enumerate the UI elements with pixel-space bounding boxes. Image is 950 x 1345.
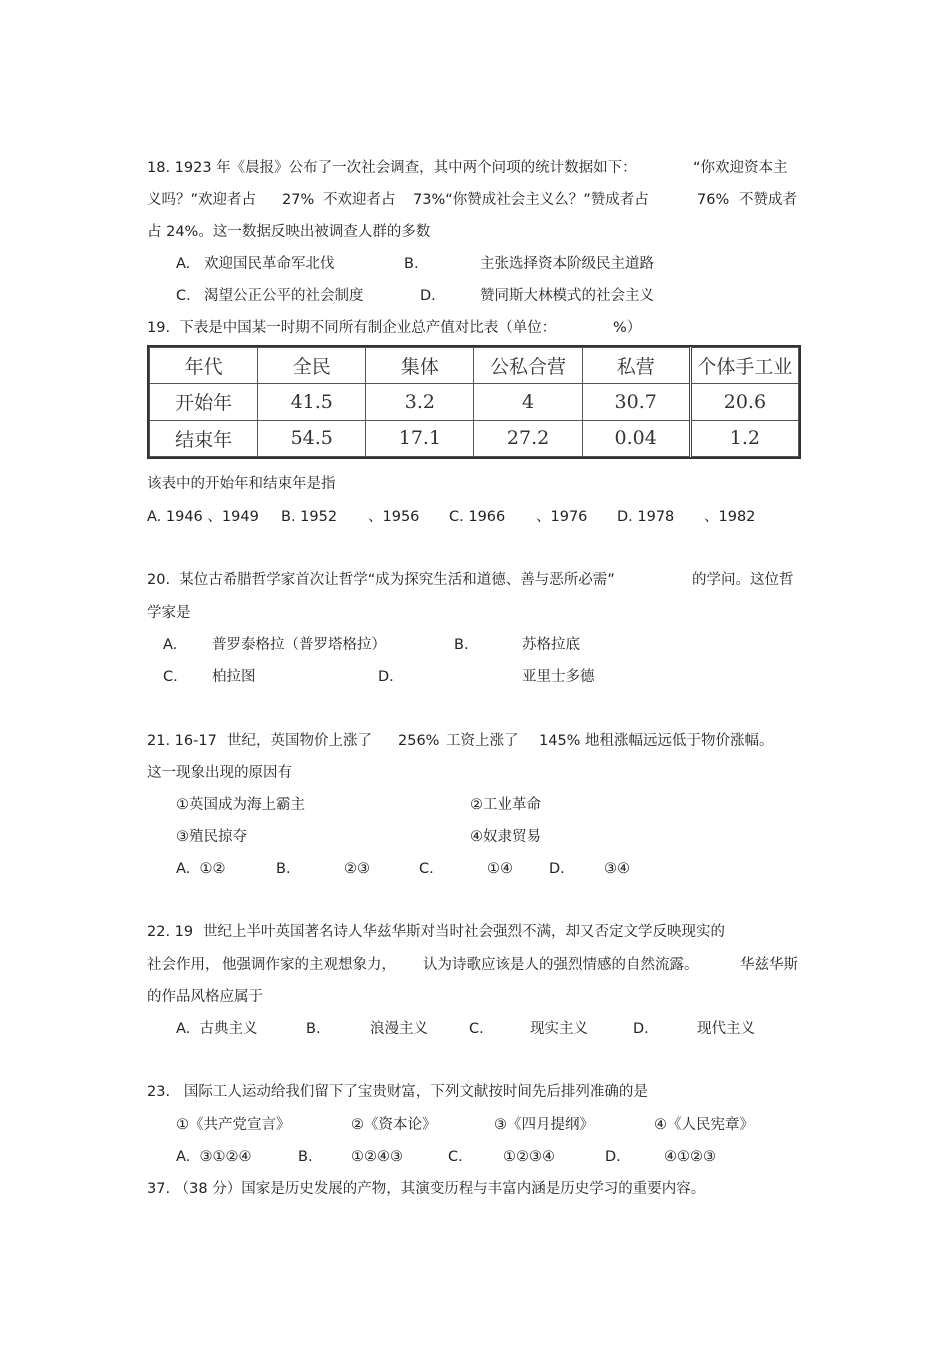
q22-option-a: A. 古典主义 [176, 1021, 258, 1037]
q22-stem-line2-b: 他强调作家的主观想象力， [222, 957, 396, 973]
table-cell: 17.1 [366, 420, 474, 456]
q21-item-1: ①英国成为海上霸主 [176, 797, 305, 813]
q18-stem-line3: 占 24%。这一数据反映出被调查人群的多数 [147, 224, 431, 240]
q19-option-c: C. 1966 [449, 509, 506, 525]
table-header-cell: 个体手工业 [690, 348, 798, 384]
q18-stem-line2-d: 73%“你赞成社会主义么？”赞成者占 [413, 192, 649, 208]
q22-option-c: C. [469, 1021, 484, 1037]
q19-option-d: D. 1978 [617, 509, 675, 525]
q21-stem-d: 工资上涨了 [446, 733, 519, 749]
q18-stem-line1: 18. 1923 年《晨报》公布了一次社会调查，其中两个问项的统计数据如下： [147, 160, 637, 176]
q22-stem-b: 世纪上半叶英国著名诗人华兹华斯对当时社会强烈不满，却又否定文学反映现实的 [203, 924, 725, 940]
q21-option-d-value: ③④ [604, 861, 630, 877]
q23-option-a: A. ③①②④ [176, 1149, 252, 1165]
q21-stem-a: 21. 16-17 [147, 733, 217, 749]
q22-option-b-value: 浪漫主义 [370, 1021, 428, 1037]
table-cell: 开始年 [150, 384, 258, 420]
q22-option-b: B. [306, 1021, 321, 1037]
q23-option-d: D. [605, 1149, 621, 1165]
q20-option-b-letter: B. [454, 637, 469, 653]
table-cell: 20.6 [690, 384, 798, 420]
q18-stem-line2-c: 不欢迎者占 [323, 192, 396, 208]
table-header-row [150, 348, 799, 384]
q21-option-d: D. [549, 861, 565, 877]
q19-option-a: A. 1946 、1949 [147, 509, 259, 525]
q18-option-d-letter: D. [420, 288, 436, 304]
q20-option-a: 普罗泰格拉（普罗塔格拉） [212, 637, 386, 653]
table-cell: 3.2 [366, 384, 474, 420]
q19-option-b: B. 1952 [281, 509, 338, 525]
table-cell: 0.04 [582, 420, 690, 456]
table-header-cell: 私营 [582, 348, 690, 384]
q19-option-c-end: 、1976 [536, 509, 588, 525]
q18-stem-line2-f: 不赞成者 [739, 192, 797, 208]
q23-item-3: ③《四月提纲》 [494, 1117, 594, 1133]
q19-followup: 该表中的开始年和结束年是指 [147, 476, 336, 492]
q21-option-c: C. [419, 861, 434, 877]
q19-option-b-end: 、1956 [368, 509, 420, 525]
table-cell: 4 [474, 384, 582, 420]
q20-option-c: 柏拉图 [212, 669, 256, 685]
q20-option-d-letter: D. [378, 669, 394, 685]
q21-item-2: ②工业革命 [470, 797, 541, 813]
q22-stem-line2-d: 华兹华斯 [740, 957, 798, 973]
q21-stem-f: 地租涨幅远远低于物价涨幅。 [585, 733, 774, 749]
table-cell: 41.5 [258, 384, 366, 420]
q21-option-c-value: ①④ [487, 861, 513, 877]
q21-stem-e: 145% [539, 733, 581, 749]
table-cell: 结束年 [150, 420, 258, 456]
q18-option-b: 主张选择资本阶级民主道路 [480, 256, 654, 272]
table-header-cell: 全民 [258, 348, 366, 384]
q23-option-b-value: ①②④③ [351, 1149, 403, 1165]
table-header-cell: 公私合营 [474, 348, 582, 384]
q23-item-1: ①《共产党宣言》 [176, 1117, 291, 1133]
q23-option-c: C. [448, 1149, 463, 1165]
q23-option-b: B. [298, 1149, 313, 1165]
q22-option-c-value: 现实主义 [530, 1021, 588, 1037]
q22-stem-line3: 的作品风格应属于 [147, 989, 263, 1005]
q19-stem-unit: %） [613, 320, 642, 336]
q23-item-4: ④《人民宪章》 [654, 1117, 754, 1133]
table-cell: 54.5 [258, 420, 366, 456]
table-header-cell: 集体 [366, 348, 474, 384]
q18-option-c-letter: C. [176, 288, 191, 304]
table-row [150, 384, 799, 420]
q18-option-c: 渴望公正公平的社会制度 [204, 288, 364, 304]
q21-option-b: B. [276, 861, 291, 877]
q20-stem-line1-end: 的学问。这位哲 [692, 572, 794, 588]
table-cell: 1.2 [690, 420, 798, 456]
q23-option-d-value: ④①②③ [664, 1149, 716, 1165]
q19-stem: 19. 下表是中国某一时期不同所有制企业总产值对比表（单位： [147, 320, 557, 336]
q18-option-a: 欢迎国民革命军北伐 [204, 256, 335, 272]
table-header-cell: 年代 [150, 348, 258, 384]
q18-stem-line2-a: 义吗？”欢迎者占 [147, 192, 257, 208]
q20-stem-line1: 20. 某位古希腊哲学家首次让哲学“成为探究生活和道德、善与恶所必需” [147, 572, 615, 588]
q20-option-b: 苏格拉底 [522, 637, 580, 653]
q22-stem-line2-c: 认为诗歌应该是人的强烈情感的自然流露。 [423, 957, 699, 973]
table-cell: 27.2 [474, 420, 582, 456]
table-cell: 30.7 [582, 384, 690, 420]
q22-option-d: D. [633, 1021, 649, 1037]
q21-stem-line2: 这一现象出现的原因有 [147, 765, 292, 781]
q18-stem-line1-end: “你欢迎资本主 [693, 160, 788, 176]
q18-option-d: 赞同斯大林模式的社会主义 [480, 288, 654, 304]
q23-item-2: ②《资本论》 [351, 1117, 437, 1133]
q21-stem-c: 256% [398, 733, 440, 749]
q21-item-3: ③殖民掠夺 [176, 829, 247, 845]
q18-stem-line2-e: 76% [697, 192, 730, 208]
q37-stem: 37. （38 分）国家是历史发展的产物，其演变历程与丰富内涵是历史学习的重要内容。 [147, 1181, 706, 1197]
q21-option-a: A. ①② [176, 861, 226, 877]
q18-stem-line2-b: 27% [282, 192, 315, 208]
q20-option-c-letter: C. [163, 669, 178, 685]
table-row [150, 420, 799, 456]
q21-option-b-value: ②③ [344, 861, 370, 877]
q20-option-a-letter: A. [163, 637, 178, 653]
q23-stem: 23. 国际工人运动给我们留下了宝贵财富，下列文献按时间先后排列准确的是 [147, 1084, 648, 1100]
q22-option-d-value: 现代主义 [697, 1021, 755, 1037]
q21-item-4: ④奴隶贸易 [470, 829, 541, 845]
output-value-table [147, 345, 801, 459]
q22-stem-a: 22. 19 [147, 924, 194, 940]
q19-option-d-end: 、1982 [704, 509, 756, 525]
q20-stem-line2: 学家是 [147, 605, 191, 621]
q18-option-a-letter: A. [176, 256, 191, 272]
q22-stem-line2-a: 社会作用， [147, 957, 220, 973]
q18-option-b-letter: B. [404, 256, 419, 272]
q23-option-c-value: ①②③④ [503, 1149, 555, 1165]
q21-stem-b: 世纪，英国物价上涨了 [227, 733, 372, 749]
q20-option-d: 亚里士多德 [522, 669, 595, 685]
